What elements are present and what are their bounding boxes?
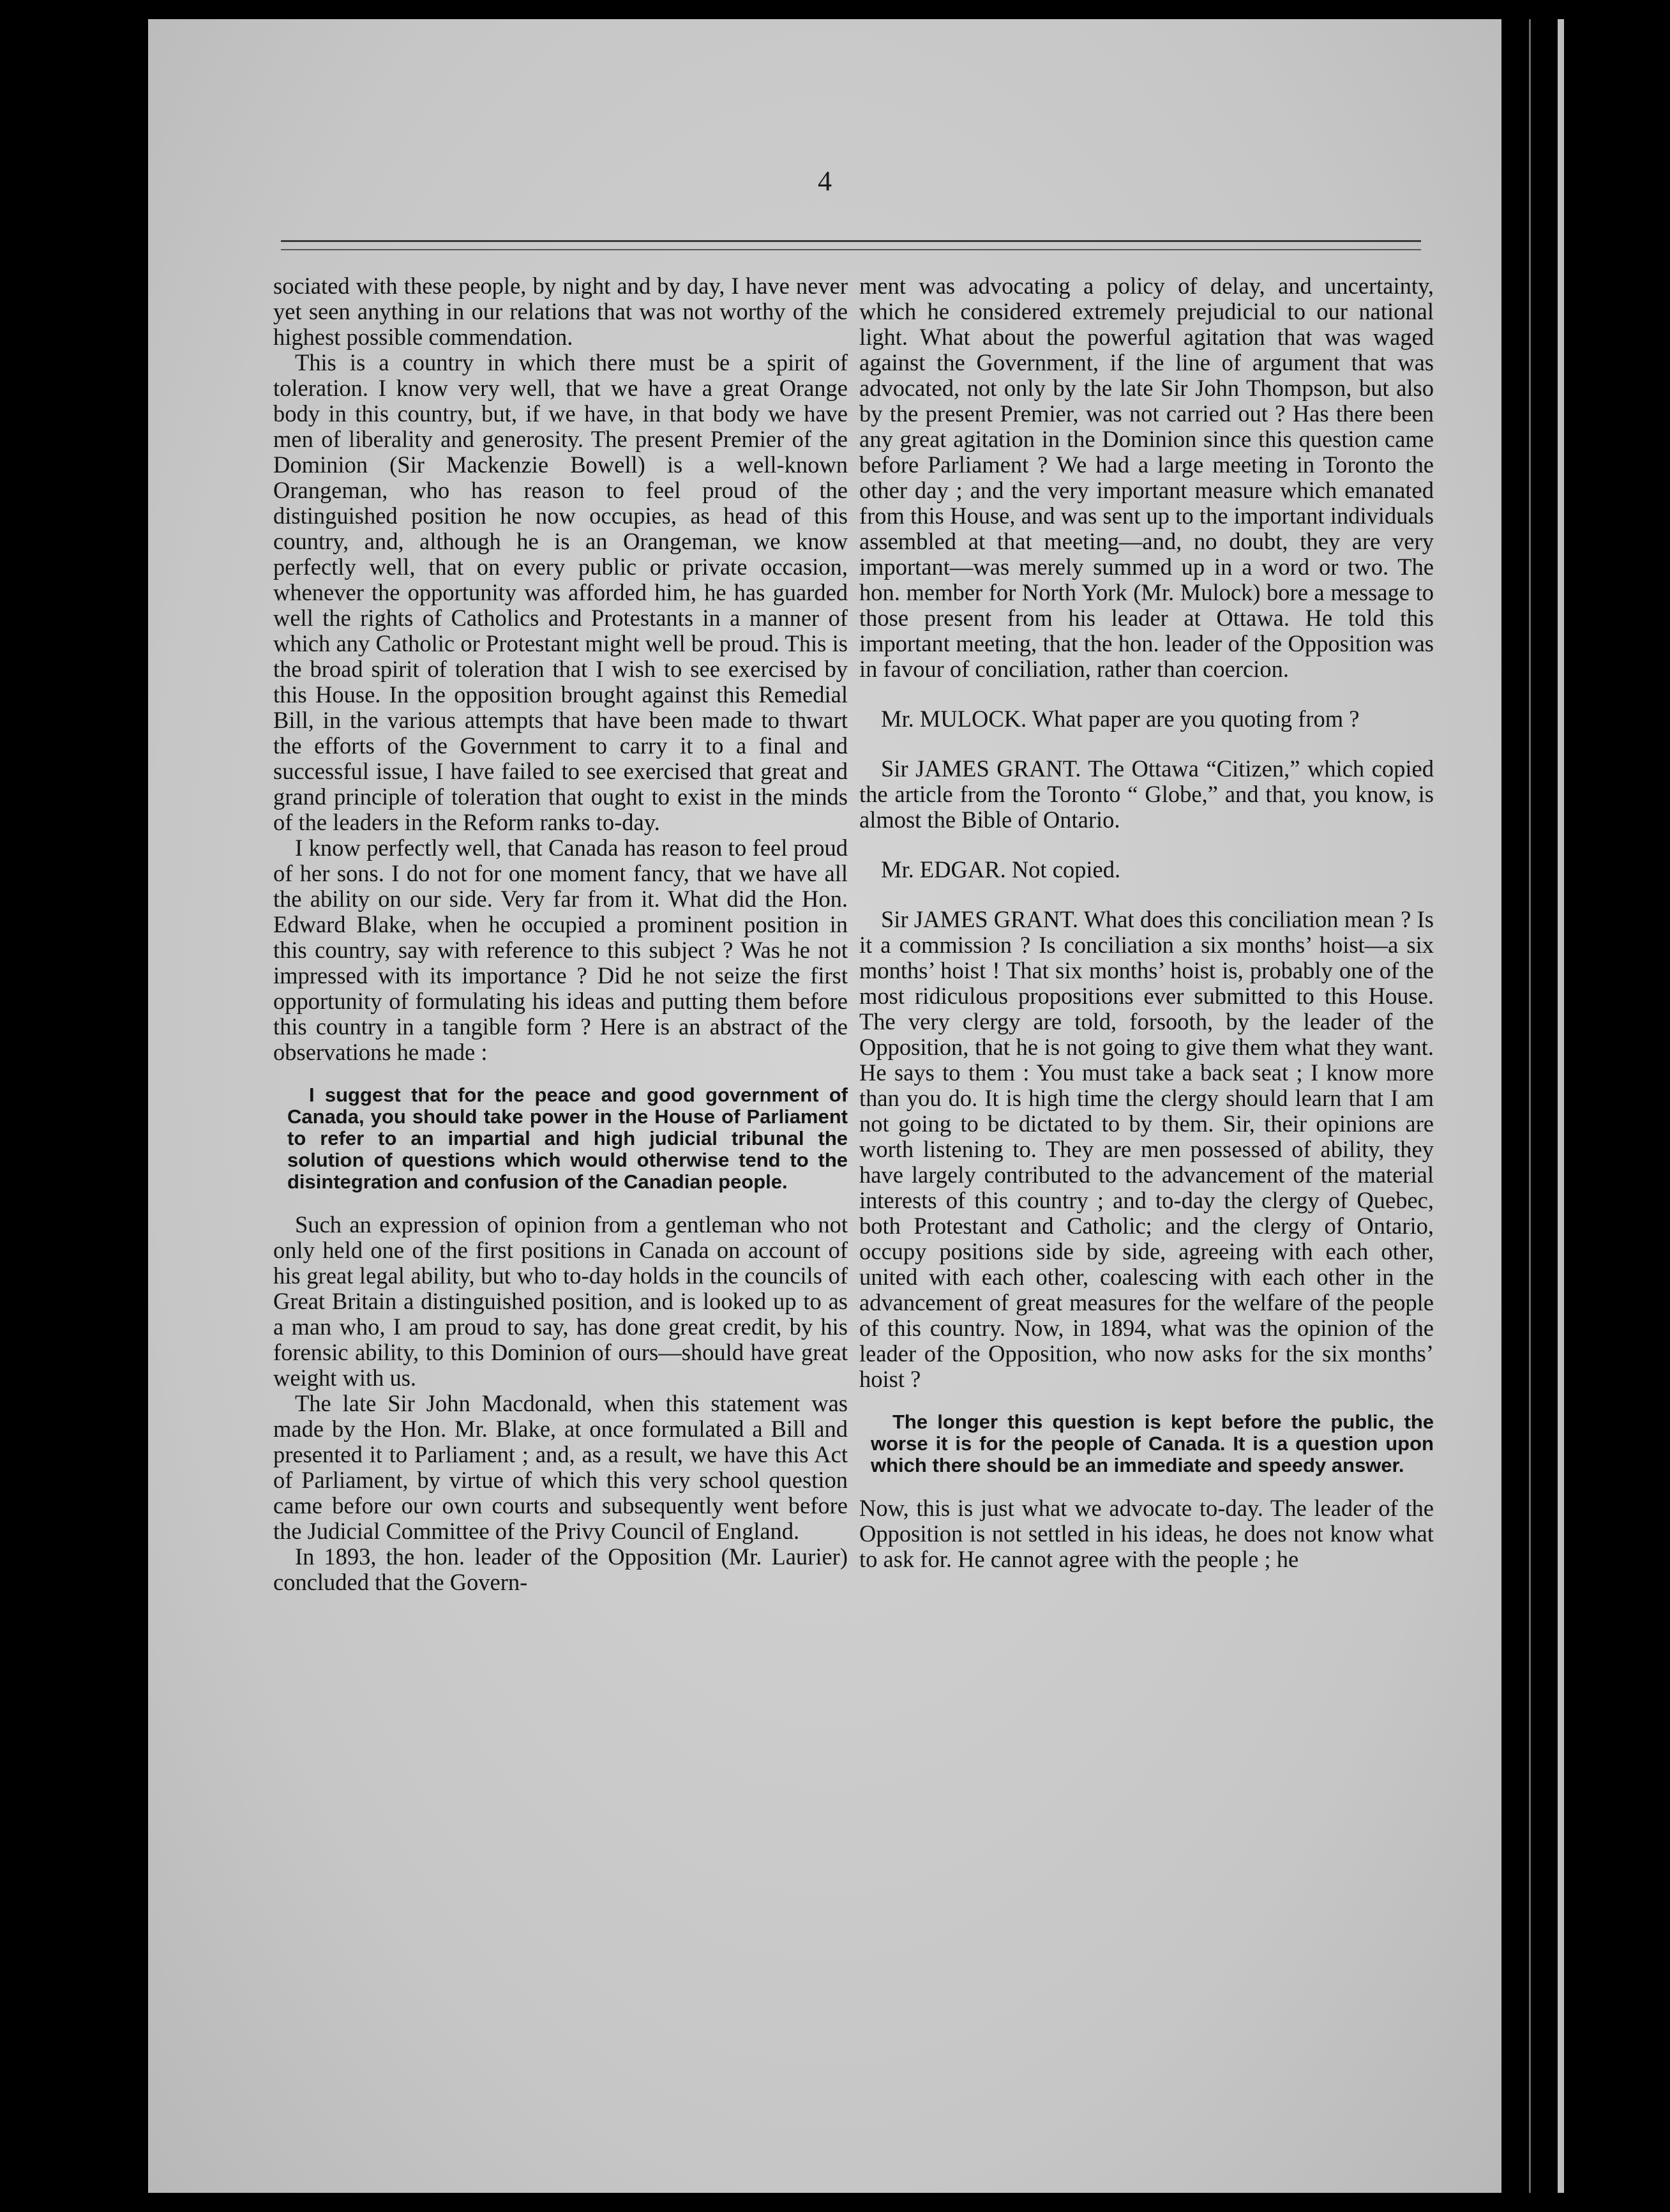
header-rule-secondary [281,249,1421,250]
paragraph: Now, this is just what we advocate to-day. The leader of the Opposition is not settled in his ideas, he does not know what to ask for. He cannot agree with the people ; he [859,1495,1434,1572]
paragraph: The late Sir John Macdonald, when this statement was made by the Hon. Mr. Blake, at once formulated a Bill and presented it to Parliament ; and, as a result, we have this Act of Parliament, by virtue of which this very school question came before our own courts and subsequently went before the Judicial Committee of the Privy Council of England. [273,1390,848,1544]
paragraph: This is a country in which there must be a spirit of toleration. I know very well, that we have a great Orange body in this country, but, if we have, in that body we have men of liberality and generosity. The present Premier of the Dominion (Sir Mackenzie Bowell) is a well-known Orangeman, who has reason to feel proud of the distinguished position he now occupies, as head of this country, and, although he is an Orangeman, we know perfectly well, that on every public or private occasion, whenever the opportunity was afforded him, he has guarded well the rights of Catholics and Protestants in a manner of which any Catholic or Protestant might well be proud. This is the broad spirit of toleration that I wish to see exercised by this House. In the opposition brought against this Remedial Bill, in the various attempts that have been made to thwart the efforts of the Government to carry it to a final and successful issue, I have failed to see exercised that great and grand principle of toleration that ought to exist in the minds of the leaders in the Reform ranks to-day. [273,349,848,835]
speaker-paragraph: Mr. MULOCK. What paper are you quoting from ? [881,706,1360,732]
paragraph: ment was advocating a policy of delay, and uncertainty, which he considered extremely prejudicial to our national light. What about the powerful agitation that was waged against the Government, if the line of argument that was advocated, not only by the late Sir John Thompson, but also by the present Premier, was not carried out ? Has there been any great agitation in the Dominion since this question came before Parliament ? We had a large meeting in Toronto the other day ; and the very important measure which emanated from this House, and was sent up to the important individuals assembled at that meeting—and, no doubt, they are very important—was merely summed up in a word or two. The hon. member for North York (Mr. Mulock) bore a message to those present from his leader at Ottawa. He told this important meeting, that the hon. leader of the Opposition was in favour of conciliation, rather than coercion. [859,273,1434,682]
header-rule [281,240,1421,242]
page-edge-shadow [1529,19,1531,2193]
page-number: 4 [818,165,832,197]
right-column [859,273,1434,1572]
page-edge [1558,19,1564,2193]
document-page [148,19,1501,2193]
speaker-paragraph: Sir JAMES GRANT. The Ottawa “Citizen,” which copied the article from the Toronto “ Globe,” and that, you know, is almost the Bible of Ontario. [859,755,1434,833]
paragraph: I know perfectly well, that Canada has reason to feel proud of her sons. I do not for one moment fancy, that we have all the ability on our side. Very far from it. What did the Hon. Edward Blake, when he occupied a prominent position in this country, say with reference to this subject ? Was he not impressed with its importance ? Did he not seize the first opportunity of formulating his ideas and putting them before this country in a tangible form ? Here is an abstract of the observations he made : [273,835,848,1065]
paragraph: In 1893, the hon. leader of the Opposition (Mr. Laurier) concluded that the Govern- [273,1543,848,1595]
speaker-paragraph: Sir JAMES GRANT. What does this conciliation mean ? Is it a commission ? Is conciliation a six months’ hoist—a six months’ hoist ! That six months’ hoist is, probably one of the most ridiculous propositions ever submitted to this House. The very clergy are told, forsooth, by the leader of the Opposition, that he is not going to give them what they want. He says to them : You must take a back seat ; I know more than you do. It is high time the clergy should learn that I am not going to be dictated to by them. Sir, their opinions are worth listening to. They are men possessed of ability, they have largely contributed to the advancement of the material interests of this country ; and to-day the clergy of Quebec, both Protestant and Catholic; and the clergy of Ontario, occupy positions side by side, agreeing with each other, united with each other, coalescing with each other in the advancement of great measures for the welfare of the people of this country. Now, in 1894, what was the opinion of the leader of the Opposition, who now asks for the six months’ hoist ? [859,906,1434,1392]
paragraph: Such an expression of opinion from a gentleman who not only held one of the first positions in Canada on account of his great legal ability, but who to-day holds in the councils of Great Britain a distinguished position, and is looked up to as a man who, I am proud to say, has done great credit, by his forensic ability, to this Dominion of ours—should have great weight with us. [273,1211,848,1391]
block-quote: The longer this question is kept before the public, the worse it is for the people of Canada. It is a question upon which there should be an immediate and speedy answer. [871,1411,1434,1476]
block-quote: I suggest that for the peace and good government of Canada, you should take power in the House of Parliament to refer to an impartial and high judicial tribunal the solution of questions which would otherwise tend to the disintegration and confusion of the Canadian people. [287,1084,848,1193]
paragraph: sociated with these people, by night and by day, I have never yet seen anything in our relations that was not worthy of the highest possible commendation. [273,273,848,350]
speaker-paragraph: Mr. EDGAR. Not copied. [881,856,1121,883]
left-column [273,273,848,1595]
